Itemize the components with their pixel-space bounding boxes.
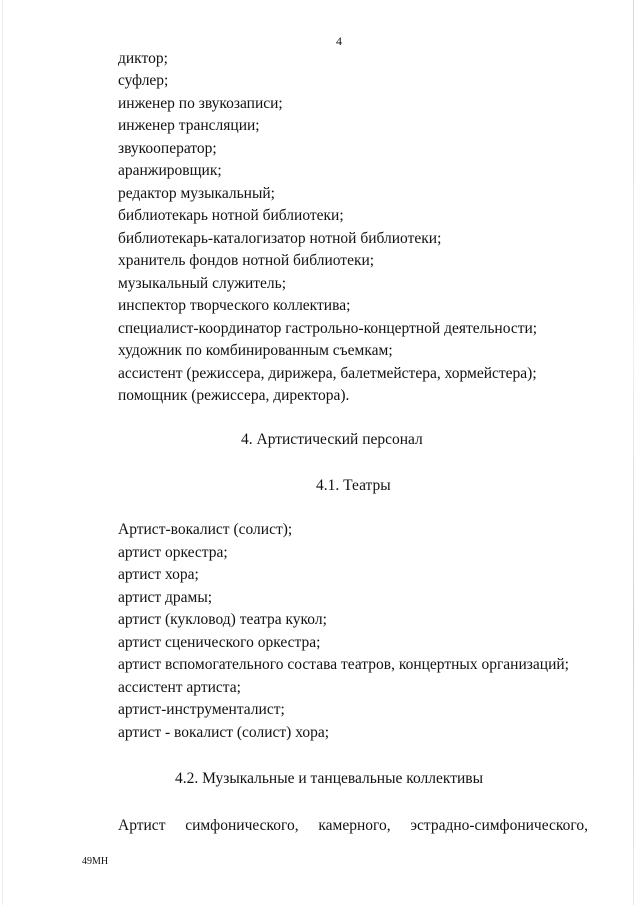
list-item: диктор; [118, 50, 168, 67]
footer-code: 49МН [82, 856, 109, 867]
list-item: ассистент артиста; [118, 679, 241, 696]
scan-edge-right [633, 0, 634, 905]
scan-edge-left [2, 0, 3, 905]
list-item: инспектор творческого коллектива; [118, 297, 351, 314]
subsection-heading-theatres: 4.1. Театры [316, 477, 391, 494]
list-item: инженер по звукозаписи; [118, 95, 283, 112]
list-item: артист-инструменталист; [118, 701, 285, 718]
list-item: аранжировщик; [118, 162, 222, 179]
list-item: инженер трансляции; [118, 117, 260, 134]
section-heading: 4. Артистический персонал [241, 431, 423, 448]
list-item: Артист-вокалист (солист); [118, 521, 293, 538]
list-item: библиотекарь-каталогизатор нотной библиотеки; [118, 230, 442, 247]
page-number: 4 [336, 34, 342, 48]
list-item: артист оркестра; [118, 544, 228, 561]
word: симфонического, [185, 817, 299, 834]
word: камерного, [318, 817, 391, 834]
list-item: художник по комбинированным съемкам; [118, 342, 393, 359]
list-item: артист драмы; [118, 589, 213, 606]
list-item: артист вспомогательного состава театров, концертных организаций; [118, 656, 569, 673]
word: эстрадно-симфонического, [410, 817, 588, 834]
list-item: редактор музыкальный; [118, 185, 275, 202]
list-item: хранитель фондов нотной библиотеки; [118, 252, 375, 269]
list-item: артист сценического оркестра; [118, 634, 321, 651]
list-item: музыкальный служитель; [118, 275, 287, 292]
word: Артист [118, 817, 166, 834]
list-item: суфлер; [118, 72, 169, 89]
subsection-heading-music-dance: 4.2. Музыкальные и танцевальные коллективы [175, 770, 484, 787]
list-item: помощник (режиссера, директора). [118, 387, 350, 404]
paragraph-last-line [118, 817, 588, 835]
list-item: артист (кукловод) театра кукол; [118, 611, 327, 628]
list-item: артист хора; [118, 566, 199, 583]
list-item: библиотекарь нотной библиотеки; [118, 207, 344, 224]
list-item: звукооператор; [118, 140, 217, 157]
list-item: артист - вокалист (солист) хора; [118, 724, 330, 741]
list-item: ассистент (режиссера, дирижера, балетмейстера, хормейстера); [118, 365, 537, 382]
list-item: специалист-координатор гастрольно-концертной деятельности; [118, 320, 538, 337]
